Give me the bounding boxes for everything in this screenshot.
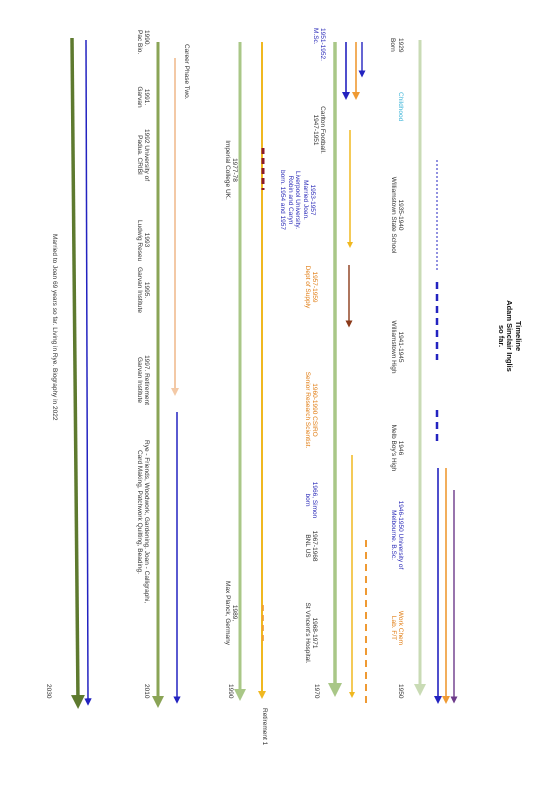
melb-boys-label: Melb Boy's High [389,424,397,472]
title-line-1: Timeline [514,320,523,352]
williamstown-state [389,160,404,270]
married-line-3: Liverpool University. [294,170,302,230]
retirement-1997-label: Garvan Institute [135,357,143,403]
garvan-1991-label: Garvan [135,86,143,108]
padua-line-2: Padua. CRIBI [135,135,143,175]
carlton-football [311,100,326,160]
ludwig-year: 1993 [143,232,150,248]
career-phase-two: Career Phase Two. [183,44,190,100]
uni-melbourne [389,490,404,580]
uni-melb-label: Melbourne. B.Sc. [389,510,397,560]
garvan-1991 [135,82,150,112]
work-chem-line-1: Work Chem [397,610,404,646]
csiro-years: 1960-1990 CSIRO [311,383,318,437]
st-vincents [303,598,318,668]
simon-year: 1966, Simon [311,481,318,519]
retirement-1997-year: 1997. Retirement [143,355,150,405]
imperial-college [223,130,238,210]
carlton-degree: M.Sc. [311,28,319,45]
garvan-1995-label: Garvan Institute [135,267,143,313]
padua-line-1: 1992 University of [143,128,150,182]
title-line-3: so far. [496,324,506,348]
pac-bio [135,30,150,54]
year-1929: 1929 [397,38,404,53]
dept-supply [303,262,318,312]
year-2030: 2030 [45,684,52,699]
ludwig-label: Ludwig Reseu [135,220,143,262]
williamstown-high-years: 1941-1945 [397,331,404,363]
williamstown-state-years: 1935-1940 [397,199,404,231]
work-chem-lab [389,608,404,648]
blue-lifeline-arrow [86,40,88,702]
bnl-label: BNL US [303,534,311,558]
imperial-label: Imperial College UK. [223,140,231,200]
married-to-joan: Married to Joan 69 years so far. Living in Rye. Biography in 2022 [51,234,58,421]
carlton-years-line: 1951-1952. [319,28,326,61]
garvan-1995-year: 1995. [143,281,150,299]
year-1970: 1970 [313,684,320,699]
year-1990: 1990 [227,684,234,699]
uni-melb-years: 1946-1950 University of [397,500,404,570]
pac-bio-year: 1990. [143,30,150,47]
timeline-title [496,296,522,376]
bnl-years: 1967-1968 [311,530,318,562]
rye-activities [135,440,150,603]
max-planck-year: 1989, [231,604,238,622]
retirement-1: Retirement 1 [261,708,268,746]
garvan-1991-year: 1991. [143,88,150,106]
married-line-2: Married Joan. [301,180,309,220]
garvan-1995 [135,260,150,320]
dept-supply-label: Dept of Supply [303,265,311,309]
williamstown-state-label: Williamstown State School [389,176,397,254]
retirement-1997 [135,345,150,415]
imperial-year: 1977-78 [231,158,238,182]
year-2010: 2010 [143,684,150,699]
year-1950: 1950 [397,684,404,699]
carlton-years [311,28,326,61]
bnl-us [303,528,318,564]
st-vincents-years: 1968-1971 [311,617,318,649]
st-vincents-label: St Vincent's Hospital. [303,602,311,664]
padua [135,120,150,190]
work-chem-line-2: Lab. F/T [389,615,397,641]
williamstown-high [389,312,404,382]
married-joan-block [279,160,316,240]
max-planck-label: Max Planck, Germany [223,581,231,645]
melb-boys-high [389,418,404,478]
married-line-1: 1953-1957 [309,184,316,216]
rye-line-1: Rye - Friends, Woodwork, Gardening. Joan - Calligraphi, [143,440,150,604]
pac-bio-label: Pac Bio. [135,30,143,55]
carlton-football-label: Carlton Football. [319,106,326,154]
csiro [303,360,318,460]
born-text: Born [389,38,396,52]
simon-label: born [303,493,311,507]
carlton-range: 1947-1951 [311,114,319,146]
married-line-5: born. 1954 and 1957 [279,170,287,230]
melb-boys-year: 1946 [397,440,404,456]
csiro-label: Senior Research Scientist. [303,371,311,449]
simon-born [303,480,318,520]
married-line-4: Robin and Caryn [286,175,294,225]
ludwig [135,220,150,260]
max-planck [223,578,238,648]
williamstown-high-label: Williamstown High [389,320,397,374]
childhood-label: Childhood [397,92,404,122]
rye-line-2: Card Making, Patchwork Quilting, Beading. [135,450,143,574]
dept-supply-years: 1957-1959 [311,271,318,303]
title-line-2: Adam Sinclair Inglis [505,300,515,372]
lifeline-arrow [72,38,78,702]
